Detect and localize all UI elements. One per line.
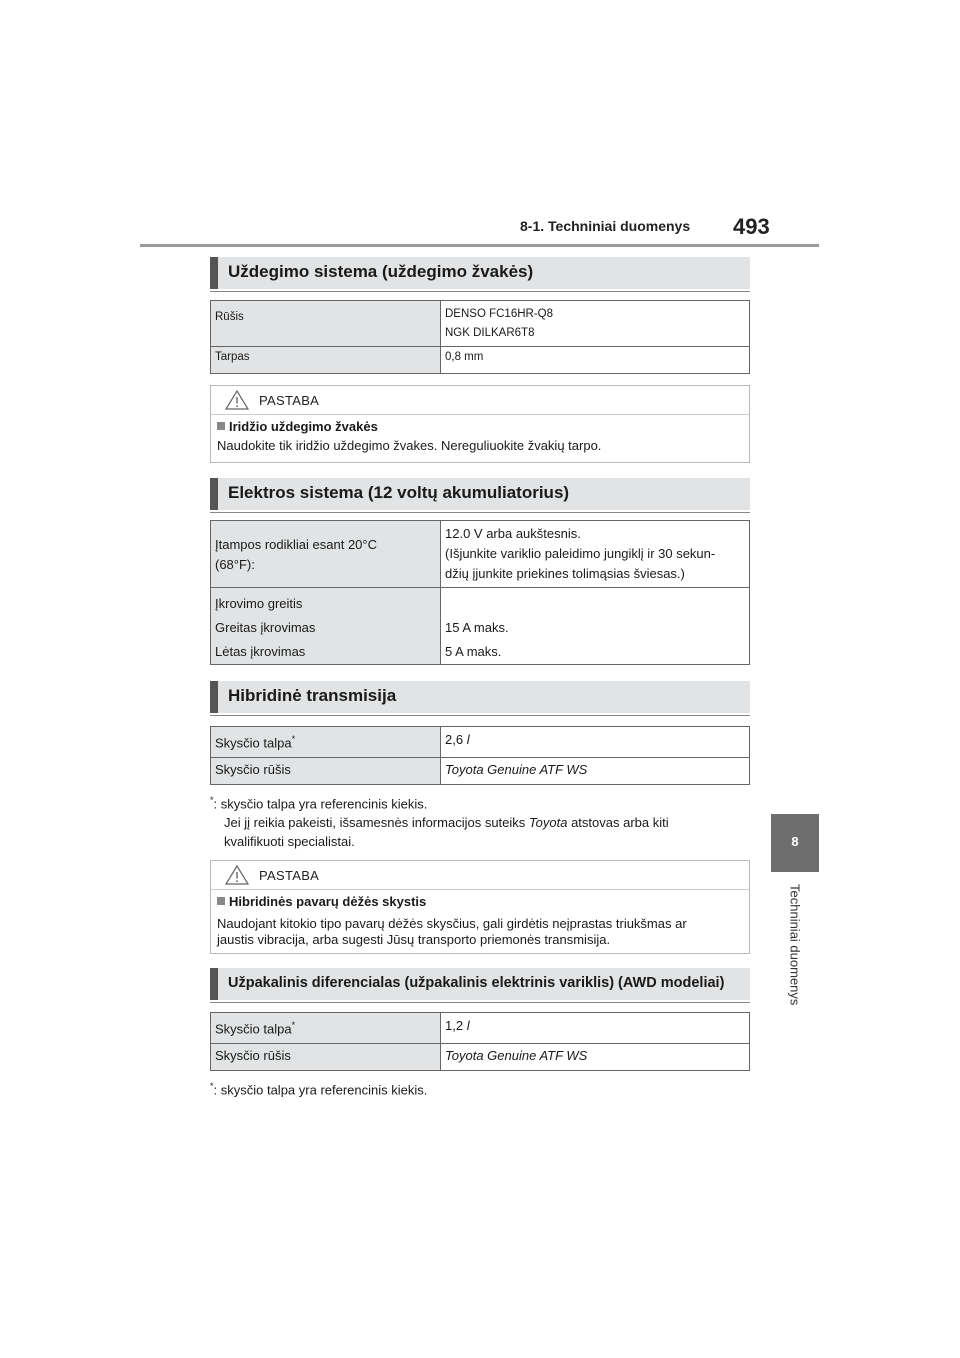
table-row (211, 521, 750, 588)
section-title-hybrid: Hibridinė transmisija (210, 681, 750, 713)
fluid-type-value: Toyota Genuine ATF WS (441, 758, 750, 785)
chapter-number: 8 (791, 834, 799, 849)
notice-subtitle: Hibridinės pavarų dėžės skystis (229, 894, 427, 909)
notice-text: Naudokite tik iridžio uždegimo žvakes. Nereguliuokite žvakių tarpo. (217, 438, 602, 453)
bullet-square-icon (217, 897, 225, 905)
voltage-value: 12.0 V arba aukštesnis. (Išjunkite variklio paleidimo jungiklį ir 30 sekun- džių įjunkite priekines tolimąsias šviesas.) (441, 521, 750, 588)
fluid-capacity-value: 1,2 l (441, 1013, 750, 1044)
header-divider (140, 244, 819, 247)
electrical-table (210, 520, 750, 665)
warning-icon (225, 390, 249, 410)
table-row (211, 1013, 750, 1044)
notice-text-line-2: jaustis vibracija, arba sugesti Jūsų transporto priemonės transmisija. (217, 932, 611, 947)
chapter-tab (771, 814, 819, 872)
notice-box (210, 385, 750, 463)
notice-subtitle: Iridžio uždegimo žvakės (229, 419, 378, 434)
charge-rate-label: Įkrovimo greitis Greitas įkrovimas Lėtas įkrovimas (211, 588, 441, 665)
spark-plug-gap-value: 0,8 mm (441, 347, 750, 374)
spark-plug-gap-label: Tarpas (211, 347, 441, 374)
notice-text-line-1: Naudojant kitokio tipo pavarų dėžės skysčius, gali girdėtis neįprastas triukšmas ar (217, 916, 687, 931)
ignition-table (210, 300, 750, 374)
fluid-capacity-value: 2,6 l (441, 727, 750, 758)
table-row (211, 588, 750, 665)
page-number: 493 (733, 214, 770, 239)
section-title-electrical: Elektros sistema (12 voltų akumuliatorius) (210, 478, 750, 510)
fluid-capacity-label: Skysčio talpa* (211, 727, 441, 758)
fluid-type-value: Toyota Genuine ATF WS (441, 1044, 750, 1071)
header-section-title: 8-1. Techniniai duomenys (520, 218, 691, 234)
chapter-label: Techniniai duomenys (787, 884, 803, 1006)
notice-title: PASTABA (259, 393, 320, 408)
voltage-label: Įtampos rodikliai esant 20°C (68°F): (211, 521, 441, 588)
table-row (211, 758, 750, 785)
table-row (211, 301, 750, 347)
rear-differential-table (210, 1012, 750, 1071)
warning-icon (225, 865, 249, 885)
fluid-capacity-label: Skysčio talpa* (211, 1013, 441, 1044)
table-row (211, 347, 750, 374)
spark-plug-type-label: Rūšis (211, 301, 441, 347)
spark-plug-model-2: NGK DILKAR6T8 (445, 327, 535, 339)
bullet-square-icon (217, 422, 225, 430)
hybrid-table (210, 726, 750, 785)
fluid-type-label: Skysčio rūšis (211, 758, 441, 785)
notice-title: PASTABA (259, 868, 320, 883)
table-row (211, 727, 750, 758)
footnote: *: skysčio talpa yra referencinis kiekis. (210, 1081, 428, 1098)
table-row (211, 1044, 750, 1071)
spark-plug-model-1: DENSO FC16HR-Q8 (445, 308, 553, 320)
section-title-ignition: Uždegimo sistema (uždegimo žvakės) (210, 257, 750, 289)
spark-plug-type-value (441, 301, 750, 347)
footnote: *: skysčio talpa yra referencinis kiekis. Jei jį reikia pakeisti, išsamesnės informacijos suteiks Toyota atstovas arba kiti kvalifikuoti specialistai. (210, 795, 669, 850)
fluid-type-label: Skysčio rūšis (211, 1044, 441, 1071)
notice-box (210, 860, 750, 954)
section-title-rear-differential: Užpakalinis diferencialas (užpakalinis elektrinis variklis) (AWD modeliai) (210, 968, 750, 1000)
charge-rate-value: 15 A maks. 5 A maks. (441, 588, 750, 665)
